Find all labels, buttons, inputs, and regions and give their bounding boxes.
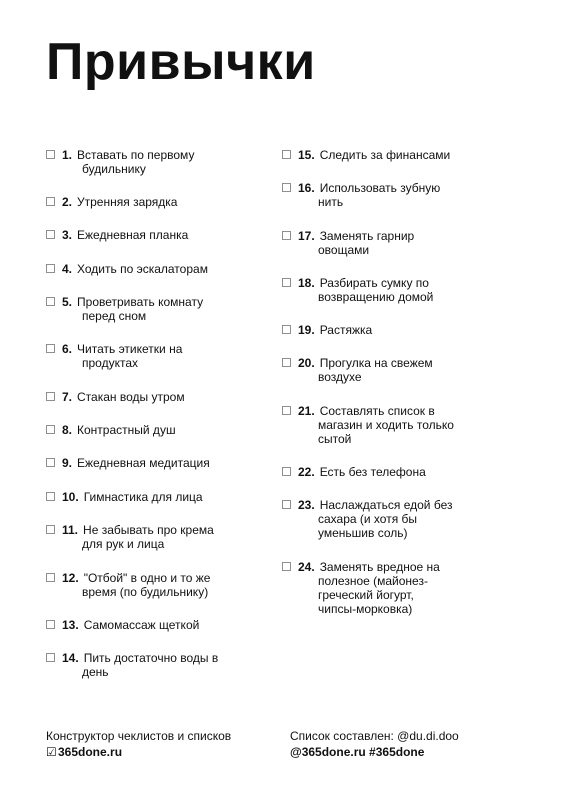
item-text-line: Прогулка на свежем xyxy=(319,356,433,370)
checkbox[interactable] xyxy=(282,500,291,509)
checkbox-check-icon: ☑ xyxy=(46,745,57,759)
checkbox[interactable] xyxy=(282,231,291,240)
checklist-item[interactable] xyxy=(282,404,538,446)
checkbox[interactable] xyxy=(46,573,55,582)
item-text-line: Стакан воды утром xyxy=(77,390,185,404)
item-number: 12. xyxy=(62,571,79,585)
item-number: 17. xyxy=(298,229,315,243)
item-number: 1. xyxy=(62,148,73,162)
item-text-line: Составлять список в xyxy=(319,404,435,418)
checkbox[interactable] xyxy=(46,458,55,467)
item-text-line: Самомассаж щеткой xyxy=(83,618,200,632)
footer-right xyxy=(290,728,459,760)
item-text-line: Наслаждаться едой без xyxy=(319,498,453,512)
checklist-item[interactable] xyxy=(46,618,297,632)
checklist-item[interactable] xyxy=(46,571,297,599)
checkbox[interactable] xyxy=(282,278,291,287)
item-text-line: нить xyxy=(318,195,344,209)
item-text-line: время (по будильнику) xyxy=(82,585,209,599)
footer-author-text: Список составлен: @du.di.doo xyxy=(290,729,459,743)
footer-brand-link[interactable]: 365done.ru xyxy=(58,745,123,759)
item-number: 9. xyxy=(62,456,73,470)
item-number: 23. xyxy=(298,498,315,512)
item-text-line: Разбирать сумку по xyxy=(319,276,429,290)
item-text-line: возвращению домой xyxy=(318,290,434,304)
item-text-line: сахара (и хотя бы xyxy=(318,512,418,526)
checklist-item[interactable] xyxy=(282,498,538,540)
item-number: 21. xyxy=(298,404,315,418)
checklist-item[interactable] xyxy=(46,423,297,437)
checklist-item[interactable] xyxy=(46,262,297,276)
item-text-line: Вставать по первому xyxy=(77,148,195,162)
checkbox[interactable] xyxy=(46,197,55,206)
item-text-line: Ежедневная медитация xyxy=(77,456,210,470)
checkbox[interactable] xyxy=(46,525,55,534)
page-title: Привычки xyxy=(46,33,316,91)
checklist-item[interactable] xyxy=(46,390,297,404)
checklist-item[interactable] xyxy=(282,356,538,384)
item-number: 16. xyxy=(298,181,315,195)
checkbox[interactable] xyxy=(46,425,55,434)
checklist-item[interactable] xyxy=(46,456,297,470)
item-text-line: день xyxy=(82,665,109,679)
checklist-item[interactable] xyxy=(46,523,297,551)
checklist-item[interactable] xyxy=(282,148,538,162)
footer-brand[interactable] xyxy=(46,744,231,760)
checkbox[interactable] xyxy=(282,150,291,159)
item-text-line: Следить за финансами xyxy=(319,148,451,162)
item-text-line: Контрастный душ xyxy=(77,423,176,437)
item-number: 19. xyxy=(298,323,315,337)
item-number: 11. xyxy=(62,523,79,537)
item-number: 13. xyxy=(62,618,79,632)
item-text-line: Читать этикетки на xyxy=(77,342,183,356)
item-text-line: овощами xyxy=(318,243,370,257)
checklist-item[interactable] xyxy=(282,560,538,616)
item-text-line: Заменять вредное на xyxy=(319,560,440,574)
item-number: 14. xyxy=(62,651,79,665)
item-number: 15. xyxy=(298,148,315,162)
checkbox[interactable] xyxy=(46,297,55,306)
item-number: 4. xyxy=(62,262,73,276)
checkbox[interactable] xyxy=(282,325,291,334)
item-number: 18. xyxy=(298,276,315,290)
checklist-item[interactable] xyxy=(46,342,297,370)
item-number: 8. xyxy=(62,423,73,437)
checkbox[interactable] xyxy=(282,358,291,367)
checkbox[interactable] xyxy=(282,406,291,415)
checklist-item[interactable] xyxy=(46,228,297,242)
footer-hashtags: @365done.ru #365done xyxy=(290,745,425,759)
item-text-line: Ежедневная планка xyxy=(77,228,189,242)
item-number: 20. xyxy=(298,356,315,370)
checklist-item[interactable] xyxy=(282,465,538,479)
item-text-line: греческий йогурт, xyxy=(318,588,414,602)
checklist-item[interactable] xyxy=(282,229,538,257)
item-text-line: Пить достаточно воды в xyxy=(83,651,219,665)
item-text-line: воздухе xyxy=(318,370,362,384)
item-text-line: "Отбой" в одно и то же xyxy=(83,571,211,585)
item-text-line: Заменять гарнир xyxy=(319,229,415,243)
item-text-line: будильнику xyxy=(82,162,146,176)
item-number: 10. xyxy=(62,490,79,504)
item-number: 3. xyxy=(62,228,73,242)
item-text-line: Гимнастика для лица xyxy=(83,490,203,504)
checkbox[interactable] xyxy=(282,183,291,192)
footer-left xyxy=(46,728,231,760)
checklist-item[interactable] xyxy=(46,148,297,176)
footer-constructor-text: Конструктор чеклистов и списков xyxy=(46,729,232,743)
checkbox[interactable] xyxy=(46,653,55,662)
item-number: 2. xyxy=(62,195,73,209)
item-number: 5. xyxy=(62,295,73,309)
item-number: 22. xyxy=(298,465,315,479)
checkbox[interactable] xyxy=(46,492,55,501)
checklist-item[interactable] xyxy=(46,195,297,209)
checkbox[interactable] xyxy=(282,562,291,571)
item-text-line: Использовать зубную xyxy=(319,181,441,195)
item-text-line: полезное (майонез- xyxy=(318,574,428,588)
item-text-line: перед сном xyxy=(82,309,147,323)
checklist-item[interactable] xyxy=(282,276,538,304)
checkbox[interactable] xyxy=(46,264,55,273)
item-text-line: магазин и ходить только xyxy=(318,418,454,432)
checkbox[interactable] xyxy=(46,620,55,629)
item-text-line: Утренняя зарядка xyxy=(77,195,178,209)
item-text-line: чипсы-морковка) xyxy=(318,602,413,616)
item-text-line: для рук и лица xyxy=(82,537,165,551)
checkbox[interactable] xyxy=(46,150,55,159)
item-text-line: Ходить по эскалаторам xyxy=(77,262,208,276)
item-number: 6. xyxy=(62,342,73,356)
checkbox[interactable] xyxy=(46,392,55,401)
item-text-line: Проветривать комнату xyxy=(77,295,204,309)
item-number: 24. xyxy=(298,560,315,574)
checkbox[interactable] xyxy=(46,230,55,239)
item-text-line: продуктах xyxy=(82,356,139,370)
checkbox[interactable] xyxy=(46,344,55,353)
checklist-item[interactable] xyxy=(282,181,538,209)
checklist-item[interactable] xyxy=(282,323,538,337)
item-text-line: уменьшив соль) xyxy=(318,526,408,540)
checklist-item[interactable] xyxy=(46,490,297,504)
checklist-item[interactable] xyxy=(46,295,297,323)
item-text-line: сытой xyxy=(318,432,352,446)
item-text-line: Не забывать про крема xyxy=(83,523,214,537)
item-text-line: Есть без телефона xyxy=(319,465,426,479)
checkbox[interactable] xyxy=(282,467,291,476)
checklist-item[interactable] xyxy=(46,651,297,679)
item-text-line: Растяжка xyxy=(319,323,373,337)
item-number: 7. xyxy=(62,390,73,404)
